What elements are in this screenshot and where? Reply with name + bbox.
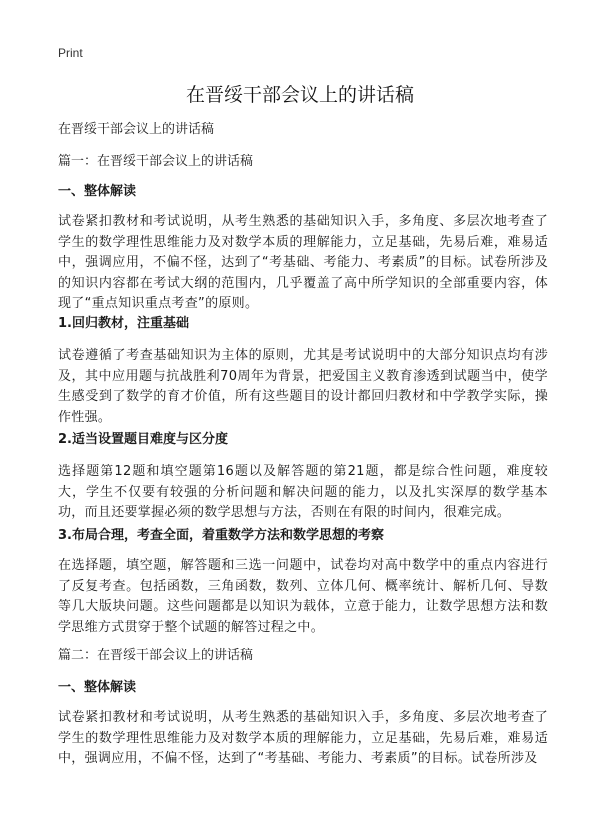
point2-paragraph: 选择题第12题和填空题第16题以及解答题的第21题，都是综合性问题，难度较大，学生不仅要有较强的分析问题和解决问题的能力，以及扎实深厚的数学基本功，而且还要掌握必须的数学思想与方法，否则在有限的时间内，很难完成。 (58, 464, 548, 520)
document-title: 在晋绥干部会议上的讲话稿 (185, 84, 414, 106)
point2-heading: 2.适当设置题目难度与区分度 (58, 432, 228, 447)
part1-intro-paragraph: 试卷紧扣教材和考试说明，从考生熟悉的基础知识入手，多角度、多层次地考查了学生的数学理性思维能力及对数学本质的理解能力，立足基础，先易后难，难易适中，强调应用，不偏不怪，达到了“考基础、考能力、考素质”的目标。试卷所涉及的知识内容都在考试大纲的范围内，几乎覆盖了高中所学知识的全部重要内容，体现了“重点知识重点考查”的原则。 (58, 214, 548, 311)
part1-heading: 一、整体解读 (58, 184, 137, 199)
point1-paragraph: 试卷遵循了考查基础知识为主体的原则，尤其是考试说明中的大部分知识点均有涉及，其中应用题与抗战胜利70周年为背景，把爱国主义教育渗透到试题当中，使学生感受到了数学的育才价值，所有这些题目的设计都回归教材和中学教学实际，操作性强。 (58, 348, 548, 425)
point3-heading: 3.布局合理，考查全面，着重数学方法和数学思想的考察 (58, 528, 384, 543)
part2-heading: 一、整体解读 (58, 680, 137, 695)
document-subtitle: 在晋绥干部会议上的讲话稿 (58, 122, 215, 137)
point3-paragraph: 在选择题，填空题，解答题和三选一问题中，试卷均对高中数学中的重点内容进行了反复考查。包括函数，三角函数，数列、立体几何、概率统计、解析几何、导数等几大版块问题。这些问题都是以知识为载体，立意于能力，让数学思想方法和数学思维方式贯穿于整个试题的解答过程之中。 (58, 558, 548, 635)
part2-intro-paragraph: 试卷紧扣教材和考试说明，从考生熟悉的基础知识入手，多角度、多层次地考查了学生的数学理性思维能力及对数学本质的理解能力，立足基础，先易后难，难易适中，强调应用，不偏不怪，达到了“考基础、考能力、考素质”的目标。试卷所涉及 (58, 710, 548, 766)
print-label: Print (58, 46, 83, 60)
point1-heading: 1.回归教材，注重基础 (58, 316, 189, 331)
part2-label: 篇二：在晋绥干部会议上的讲话稿 (58, 648, 254, 663)
part1-label: 篇一：在晋绥干部会议上的讲话稿 (58, 154, 254, 169)
